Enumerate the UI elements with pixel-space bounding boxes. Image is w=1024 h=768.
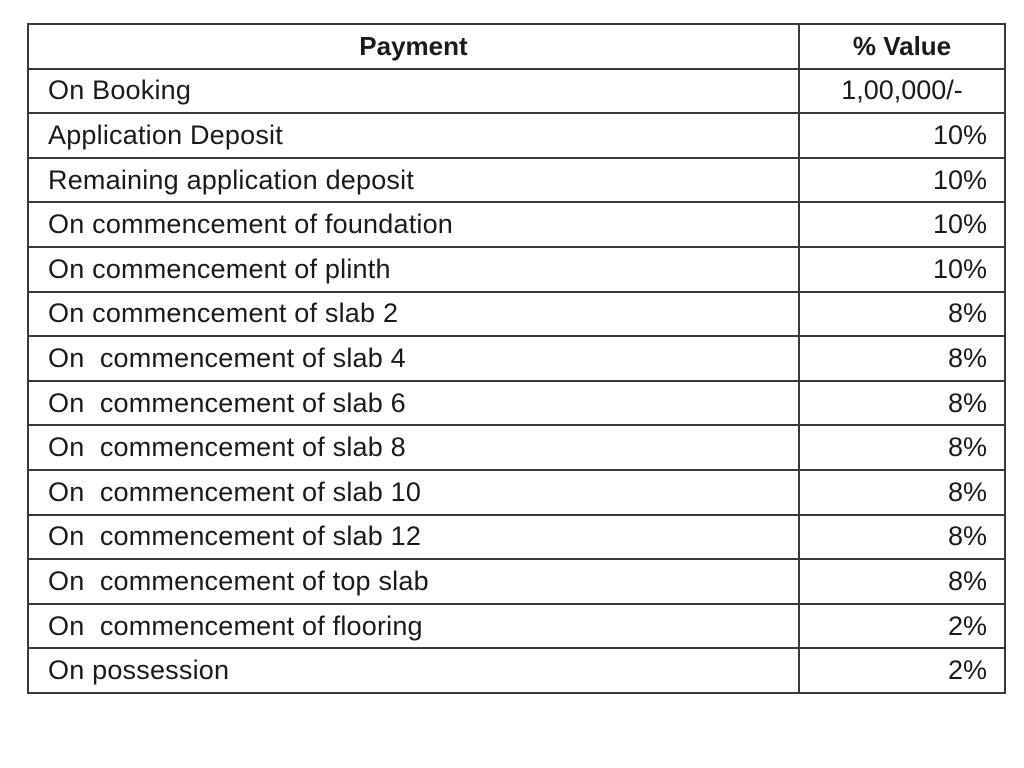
table-row [28, 470, 1005, 515]
value-cell: 8% [799, 292, 1005, 337]
value-cell: 8% [799, 470, 1005, 515]
payment-cell: On commencement of slab 10 [28, 470, 799, 515]
payment-column-header: Payment [28, 24, 799, 69]
payment-cell: On commencement of top slab [28, 559, 799, 604]
payment-cell: On commencement of slab 4 [28, 336, 799, 381]
value-cell: 2% [799, 604, 1005, 649]
value-cell: 8% [799, 336, 1005, 381]
payment-cell: On commencement of plinth [28, 247, 799, 292]
table-row [28, 158, 1005, 203]
payment-cell: On commencement of slab 8 [28, 425, 799, 470]
payment-schedule-table [27, 23, 1006, 694]
value-cell: 10% [799, 113, 1005, 158]
table-row [28, 113, 1005, 158]
table-body [28, 69, 1005, 693]
value-cell: 8% [799, 425, 1005, 470]
value-cell: 8% [799, 515, 1005, 560]
value-cell: 10% [799, 247, 1005, 292]
payment-cell: On possession [28, 648, 799, 693]
payment-cell: On commencement of slab 6 [28, 381, 799, 426]
value-cell: 10% [799, 158, 1005, 203]
payment-cell: On Booking [28, 69, 799, 114]
payment-cell: On commencement of foundation [28, 202, 799, 247]
table-row [28, 69, 1005, 114]
table-row [28, 292, 1005, 337]
table-row [28, 202, 1005, 247]
payment-cell: On commencement of slab 12 [28, 515, 799, 560]
value-cell: 8% [799, 559, 1005, 604]
payment-cell: On commencement of flooring [28, 604, 799, 649]
value-cell: 1,00,000/- [799, 69, 1005, 114]
value-cell: 10% [799, 202, 1005, 247]
table-row [28, 515, 1005, 560]
table-row [28, 648, 1005, 693]
payment-cell: Remaining application deposit [28, 158, 799, 203]
table-row [28, 247, 1005, 292]
table-row [28, 559, 1005, 604]
value-column-header: % Value [799, 24, 1005, 69]
table-row [28, 381, 1005, 426]
table-row [28, 604, 1005, 649]
payment-cell: Application Deposit [28, 113, 799, 158]
value-cell: 2% [799, 648, 1005, 693]
table-header-row [28, 24, 1005, 69]
value-cell: 8% [799, 381, 1005, 426]
table-row [28, 336, 1005, 381]
payment-cell: On commencement of slab 2 [28, 292, 799, 337]
table-row [28, 425, 1005, 470]
